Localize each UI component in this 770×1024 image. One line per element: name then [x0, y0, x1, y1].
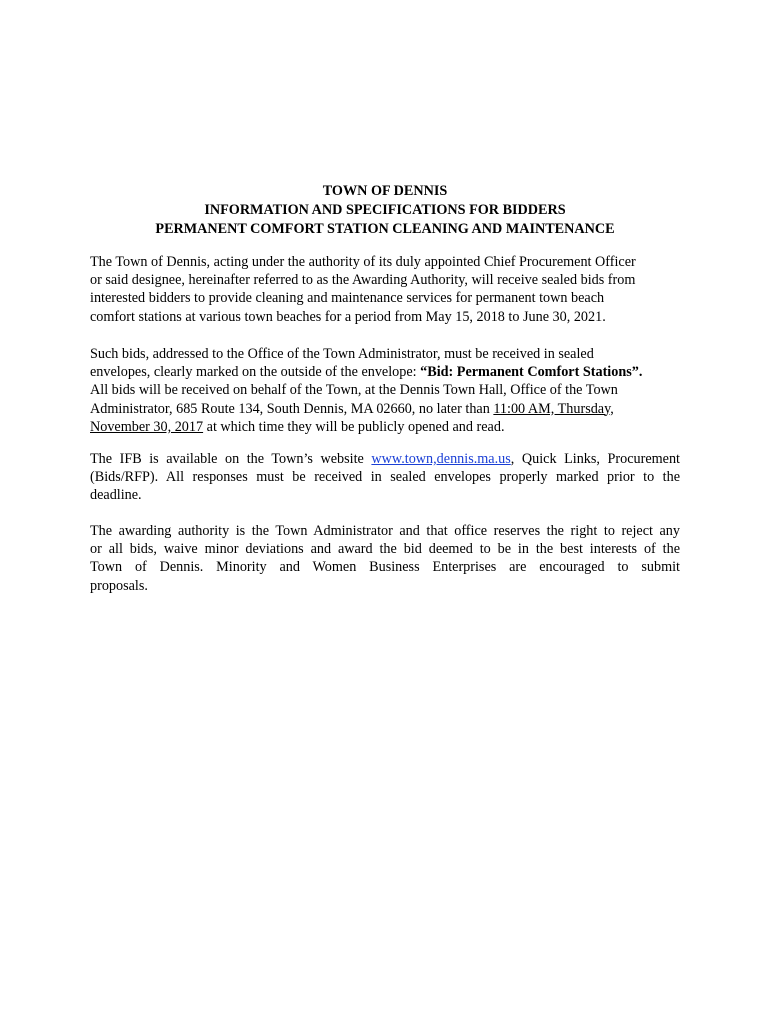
heading-project-title: PERMANENT COMFORT STATION CLEANING AND MAINTENANCE — [155, 221, 615, 237]
envelope-marking-text: “Bid: Permanent Comfort Stations”. — [420, 364, 643, 381]
paragraph-line: (Bids/RFP). All responses must be received in sealed envelopes properly marked prior to the — [90, 469, 680, 486]
paragraph-line: Such bids, addressed to the Office of the Town Administrator, must be received in sealed — [90, 346, 594, 362]
heading-town-name: TOWN OF DENNIS — [322, 183, 448, 199]
paragraph-line: deadline. — [90, 487, 142, 504]
text-fragment: The IFB is available on the Town’s website — [90, 451, 372, 467]
paragraph-line: proposals. — [90, 577, 148, 594]
town-website-link[interactable]: www.town,dennis.ma.us — [371, 451, 511, 467]
text-fragment: , Quick Links, Procurement — [510, 451, 680, 467]
paragraph-line: The awarding authority is the Town Administrator and that office reserves the right to reject any — [90, 523, 680, 539]
paragraph-intro — [90, 253, 680, 326]
paragraph-bid-submission — [90, 345, 680, 436]
paragraph-line: or all bids, waive minor deviations and award the bid deemed to be in the best interests of the — [90, 541, 680, 558]
text-fragment: envelopes, clearly marked on the outside of the envelope: — [90, 364, 421, 381]
paragraph-line — [90, 363, 680, 381]
deadline-time: 11:00 AM, Thursday, — [493, 400, 614, 417]
text-fragment: Administrator, 685 Route 134, South Dennis, MA 02660, no later than — [90, 400, 494, 417]
paragraph-line — [90, 418, 680, 436]
text-fragment: at which time they will be publicly opened and read. — [203, 418, 505, 435]
paragraph-line: comfort stations at various town beaches for a period from May 15, 2018 to June 30, 2021. — [90, 308, 606, 325]
deadline-date: November 30, 2017 — [90, 418, 204, 435]
paragraph-line — [90, 450, 680, 468]
paragraph-line: or said designee, hereinafter referred to as the Awarding Authority, will receive sealed bids from — [90, 272, 636, 289]
paragraph-line: interested bidders to provide cleaning and maintenance services for permanent town beach — [90, 290, 605, 307]
document-heading — [90, 182, 680, 239]
heading-subtitle: INFORMATION AND SPECIFICATIONS FOR BIDDERS — [204, 202, 566, 218]
paragraph-line: Town of Dennis. Minority and Women Business Enterprises are encouraged to submit — [90, 559, 680, 576]
paragraph-ifb-availability — [90, 450, 680, 505]
paragraph-line — [90, 400, 680, 418]
paragraph-line: All bids will be received on behalf of the Town, at the Dennis Town Hall, Office of the Town — [90, 382, 618, 399]
paragraph-awarding-authority — [90, 522, 680, 595]
paragraph-line: The Town of Dennis, acting under the authority of its duly appointed Chief Procurement Officer — [90, 254, 636, 270]
